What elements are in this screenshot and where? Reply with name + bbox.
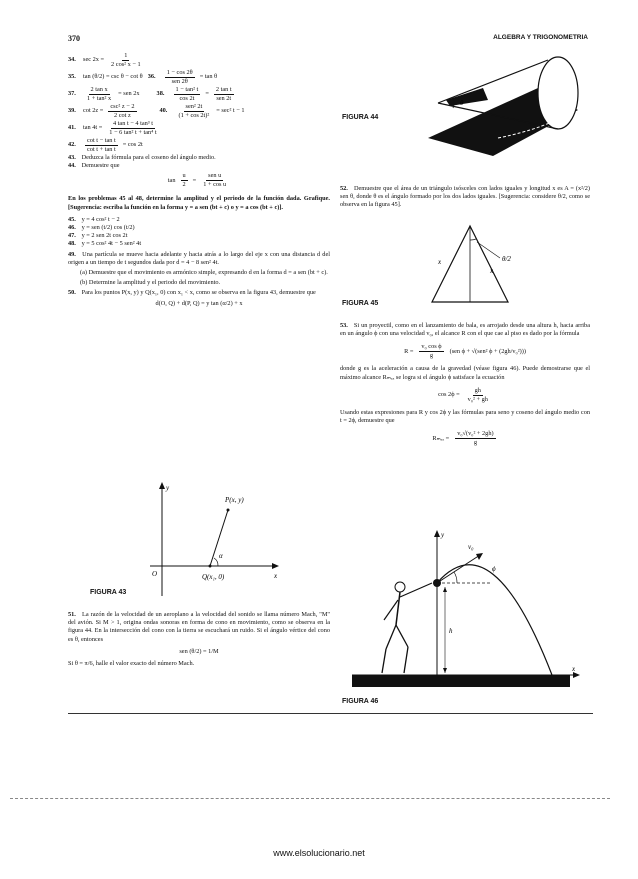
figure-43-caption: FIGURA 43	[90, 589, 127, 596]
fraction: $\frac{1}{\text{2 cos² x − 1}}$	[111, 52, 141, 68]
scan-artifact-line	[10, 798, 610, 799]
fig43-o-label: O	[152, 570, 158, 578]
problems-45-48	[68, 216, 330, 249]
problem-42: 42. $\frac{\text{cot t − tan t}}{\text{cot t + tan t}}$ = cos 2t	[68, 137, 143, 153]
problem-41: 41. tan 4t = $\frac{\text{4 tan t − 4 tan³ t}}{\text{1 − 6 tan² t + tan⁴ t}}$	[68, 120, 157, 136]
left-column	[68, 50, 330, 310]
problem-50: 50. Para los puntos P(x, y) y Q(x₁, 0) con x₁ < x, como se observa en la figura 43, demuestre que	[68, 289, 316, 297]
problem-53-eq3: Rₘₐₓ = $\frac{\text{v₀√(v₀² + 2gh)}}{g}$	[432, 430, 494, 447]
problem-43: 43. Deduzca la fórmula para el coseno del ángulo medio.	[68, 154, 216, 161]
figure-45-caption: FIGURA 45	[342, 300, 379, 307]
fig46-y-label: y	[441, 531, 445, 539]
figure-46-caption: FIGURA 46	[342, 698, 379, 705]
figure-44-caption: FIGURA 44	[342, 114, 379, 121]
problem-53-mid: donde g es la aceleración a causa de la gravedad (véase figura 46). Puede demostrarse que el máximo alcance Rₘₐₓ se logra si el ángulo ϕ satisface la ecuación	[340, 365, 590, 381]
list-item: 46. y = sen (t/2) cos (t/2)	[68, 224, 135, 232]
problem-50-eq: d(O, Q) + d(P, Q) = y tan (α/2) + x	[155, 299, 243, 307]
list-item: 45. y = 4 cos² t − 2	[68, 215, 120, 223]
fig45-half-angle: θ/2	[502, 255, 511, 263]
problem-53: 53. Si un proyectil, como en el lanzamiento de bala, es arrojado desde una altura h, hacia arriba en un ángulo ϕ con una velocidad v₀, el alcance R con el que cae al piso es dado por la fórmula	[340, 322, 590, 338]
problem-34: 34. sec 2x = $\frac{1}{\text{2 cos² x − 1}}$	[68, 52, 141, 68]
problem-49-b: (b) Determine la amplitud y el periodo del movimiento.	[80, 279, 221, 287]
list-item: 47. y = 2 sen 2t cos 2t	[68, 232, 128, 240]
fig43-p-label: P(x, y)	[225, 496, 244, 504]
section-heading: En los problemas 45 al 48, determine la amplitud y el periodo de la función dada. Grafique. [Sugerencia: escriba la función en la forma y = a sen (bt + c) o y = a cos (bt + c)].	[68, 195, 330, 211]
list-item: 48. y = 5 cos² 4t − 5 sen² 4t	[68, 240, 142, 248]
fig46-phi-label: ϕ	[492, 565, 496, 573]
fig43-alpha-label: α	[219, 552, 223, 560]
problem-51-tail: Si θ = π/6, halle el valor exacto del número Mach.	[68, 660, 195, 668]
problems-37-38: 37. $\frac{\text{2 tan x}}{\text{1 + tan² x}}$ = sen 2x 38. $\frac{\text{1 − tan² t}}{\cos 2t}$ = $\frac{\text{2 tan t}}{\text{sen 2t}}$	[68, 86, 232, 102]
problem-52: 52. Demuestre que el área de un triángulo isósceles con lados iguales y longitud x es A = (x²/2) sen θ, donde θ es el ángulo formado por los dos lados iguales. [Sugerencia: considere θ/2, como se observa en la figura 45].	[340, 185, 591, 209]
problem-44-eq: tan $\frac{u}{2}$ = $\frac{\text{sen u}}{\text{1 + cos u}}$	[167, 172, 227, 189]
fig46-v0-label: v₀	[468, 543, 474, 551]
right-column-top	[340, 183, 590, 212]
fig46-x-label: x	[572, 665, 576, 673]
fig46-h-label: h	[449, 627, 453, 635]
problem-53-eq1: R = $\frac{\text{v₀ cos ϕ}}{g}$ (sen ϕ + √(sen² ϕ + (2gh/v₀²)))	[404, 343, 526, 360]
problem-51: 51. La razón de la velocidad de un aeroplano a la velocidad del sonido se llama número Mach, "M" del avión. Si M > 1, origina ondas sonoras en forma de cono en movimiento, como se observa en la figura 44. En la intersección del cono con la tierra se escuchará un ruido. Si el ángulo vértice del cono es θ, entonces	[68, 611, 330, 643]
figure-46	[342, 525, 587, 700]
problem-44: 44. Demuestre que	[68, 162, 120, 170]
problem-53-eq2: cos 2ϕ = $\frac{gh}{\text{v₀² + gh}}$	[438, 386, 488, 403]
problem-53-tail: Usando estas expresiones para R y cos 2ϕ y las fórmulas para seno y coseno del ángulo medio con t = 2ϕ, demuestre que	[340, 408, 590, 425]
figure-45	[420, 222, 530, 304]
problems-39-40: 39. cot 2z = $\frac{\text{csc² z − 2}}{\text{2 cot z}}$ 40. $\frac{\text{sen² 2t}}{\text{(1 + cos 2t)²}}$ = sec² t − 1	[68, 103, 245, 119]
problem-51-eq: sen (θ/2) = 1/M	[179, 647, 219, 655]
right-column-mid	[340, 320, 590, 452]
problem-49: 49. Una partícula se mueve hacia adelante y hacia atrás a lo largo del eje x con una distancia d del origen a un tiempo de t segundos dada por d = 4 − 8 sen² 4t.	[68, 250, 330, 266]
figure-44	[398, 48, 598, 158]
left-column-bottom	[68, 609, 330, 670]
figure-43	[90, 478, 290, 600]
page-number: 370	[68, 34, 80, 43]
fig44-theta-label: θ	[460, 99, 464, 107]
bottom-rule	[68, 713, 593, 714]
fig43-q-label: Q(x₁, 0)	[202, 573, 225, 581]
fig43-y-label: y	[166, 484, 170, 492]
fig43-x-label: x	[274, 572, 278, 580]
problem-49-a: (a) Demuestre que el movimiento es armónico simple, expresando d en la forma d = a sen (bt + c).	[80, 269, 328, 277]
footer-url: www.elsolucionario.net	[273, 848, 365, 858]
fig45-x-left: x	[438, 258, 442, 266]
running-title: ALGEBRA Y TRIGONOMETRIA	[493, 34, 588, 41]
problems-35-36: 35. tan (θ/2) = csc θ − cot θ 36. $\frac{1 - \cos 2\theta}{\text{sen 2θ}}$ = tan θ	[68, 69, 218, 85]
fig45-x-right: x	[490, 267, 494, 275]
